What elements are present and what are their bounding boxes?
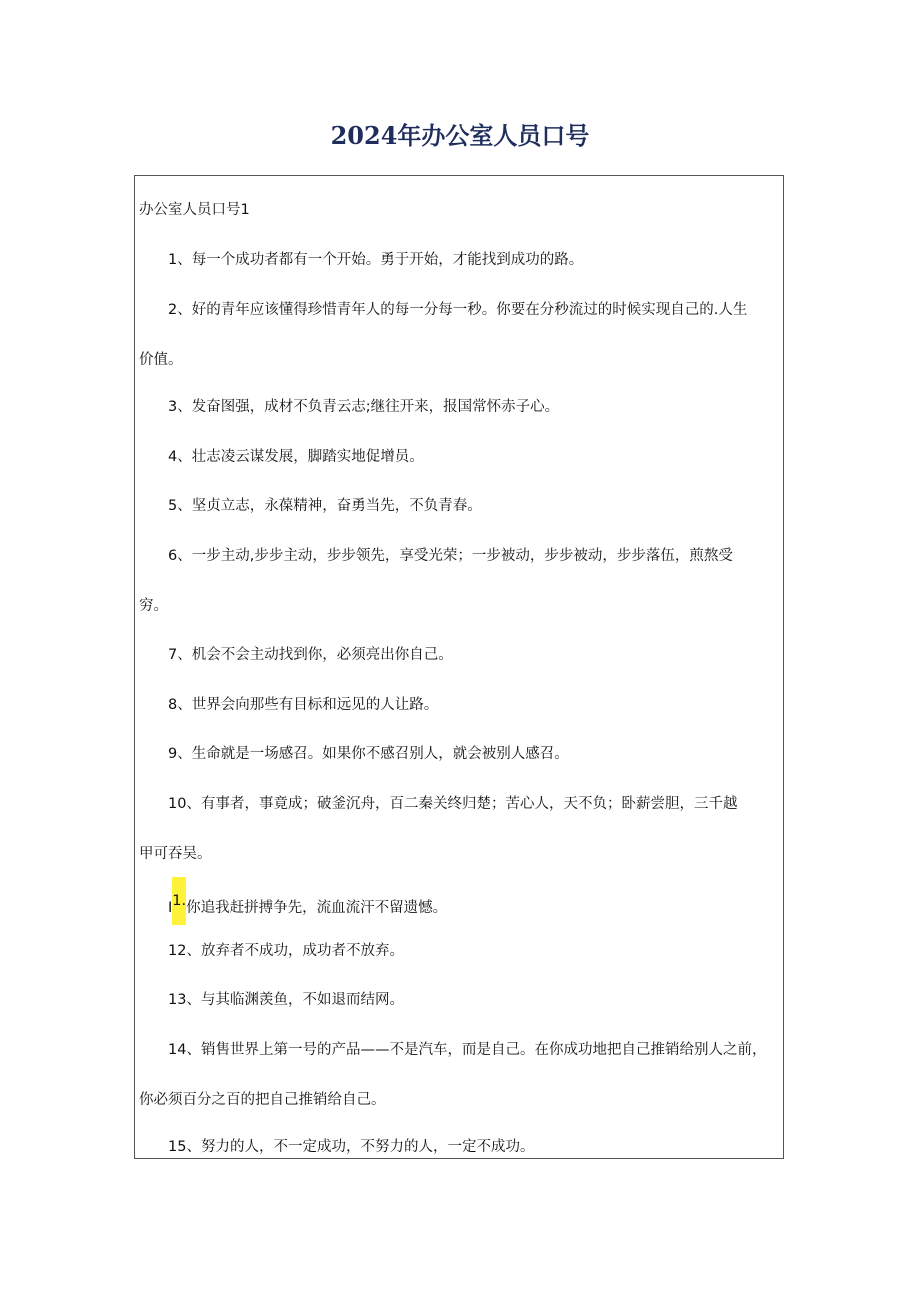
list-item [139,695,779,715]
list-item-text-continued: 你必须百分之百的把自己推销给自己。 [139,1092,386,1108]
list-item [139,546,779,616]
list-item [139,645,779,665]
list-item-text: 13、与其临渊羡鱼，不如退而结网。 [168,992,404,1008]
list-item-text: 5、坚贞立志，永葆精神，奋勇当先，不负青春。 [168,498,482,514]
list-item [139,250,779,270]
list-item [139,891,779,916]
list-item [139,941,779,961]
list-item [139,397,779,417]
list-item-text: 14、销售世界上第一号的产品——不是汽车，而是自己。在你成功地把自己推销给别人之前， [168,1042,767,1058]
list-item [139,794,779,864]
list-item [139,496,779,516]
list-item-text-continued: 甲可吞吴。 [139,846,212,862]
list-item-text-continued: 价值。 [139,352,183,368]
list-item-text: 12、放弃者不成功，成功者不放弃。 [168,943,404,959]
list-item-text-continued: 穷。 [139,598,168,614]
list-item-body: 你追我赶拼搏争先，流血流汗不留遗憾。 [186,900,448,916]
document-title: 2024年办公室人员口号 [330,121,590,150]
list-item [139,447,779,467]
list-item-text [139,891,779,916]
list-item [139,990,779,1010]
list-item-text: 6、一步主动,步步主动，步步领先，享受光荣；一步被动，步步被动，步步落伍，煎熬受 [168,548,733,564]
list-item-text: 3、发奋图强，成材不负青云志;继往开来，报国常怀赤子心。 [168,399,560,415]
list-item-text: 8、世界会向那些有目标和远见的人让路。 [168,697,439,713]
list-item [139,744,779,764]
list-item-text: 7、机会不会主动找到你，必须亮出你自己。 [168,647,453,663]
list-item-text: 9、生命就是一场感召。如果你不感召别人，就会被别人感召。 [168,746,569,762]
list-item [139,1137,779,1157]
list-item-text: 2、好的青年应该懂得珍惜青年人的每一分每一秒。你要在分秒流过的时候实现自己的.人生 [168,302,748,318]
list-item-text: 15、努力的人，不一定成功，不努力的人，一定不成功。 [168,1139,535,1155]
list-item [139,300,779,370]
list-item-text: 4、壮志凌云谋发展，脚踏实地促增员。 [168,449,424,465]
content-table [134,175,784,1159]
section-heading: 办公室人员口号1 [139,202,250,218]
highlighted-number: 1. [172,877,186,925]
list-item-text: 1、每一个成功者都有一个开始。勇于开始，才能找到成功的路。 [168,252,584,268]
list-item-prefix: I [168,900,173,916]
list-item-text: 10、有事者，事竟成；破釜沉舟，百二秦关终归楚；苦心人，天不负；卧薪尝胆，三千越 [168,796,738,812]
list-item [139,1040,779,1110]
